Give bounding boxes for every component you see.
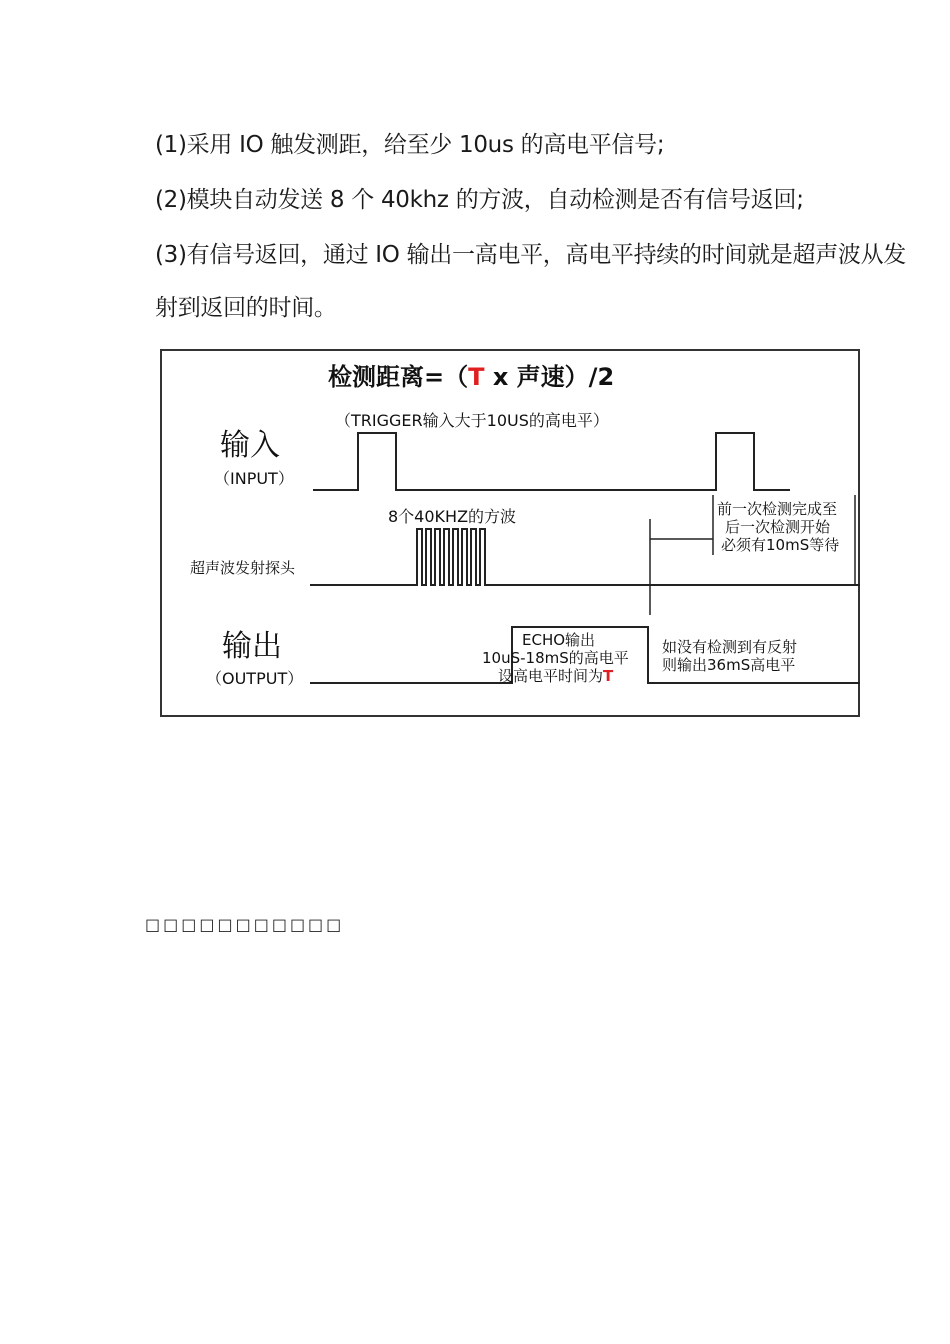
- step-3-continuation: 射到返回的时间。: [155, 295, 337, 321]
- garbled-footer-text: □□□□□□□□□□□: [145, 915, 345, 934]
- echo-note-line-1: ECHO输出: [522, 631, 596, 649]
- wait-note-line-2: 后一次检测开始: [725, 518, 831, 536]
- step-1-text: (1)采用 IO 触发测距，给至少 10us 的高电平信号;: [155, 132, 665, 158]
- echo-note-line-2: 10uS-18mS的高电平: [482, 649, 629, 667]
- step-3-text: (3)有信号返回，通过 IO 输出一高电平，高电平持续的时间就是超声波从发: [155, 242, 906, 268]
- echo-note-line-3: 设高电平时间为T: [498, 667, 614, 685]
- input-sublabel: （INPUT）: [214, 469, 294, 488]
- output-label: 输出: [222, 629, 282, 664]
- distance-formula: 检测距离=（T x 声速）/2: [328, 363, 615, 391]
- wait-note-line-1: 前一次检测完成至: [717, 500, 838, 518]
- no-echo-note-line-2: 则输出36mS高电平: [662, 656, 796, 674]
- wait-note-line-3: 必须有10mS等待: [721, 536, 840, 554]
- input-label: 输入: [220, 428, 280, 463]
- trigger-note: （TRIGGER输入大于10US的高电平）: [335, 411, 609, 430]
- timing-diagram: [160, 349, 862, 719]
- burst-label: 8个40KHZ的方波: [388, 507, 517, 526]
- output-sublabel: （OUTPUT）: [206, 669, 304, 688]
- probe-label: 超声波发射探头: [190, 559, 296, 577]
- step-2-text: (2)模块自动发送 8 个 40khz 的方波，自动检测是否有信号返回;: [155, 187, 804, 213]
- no-echo-note-line-1: 如没有检测到有反射: [662, 638, 798, 656]
